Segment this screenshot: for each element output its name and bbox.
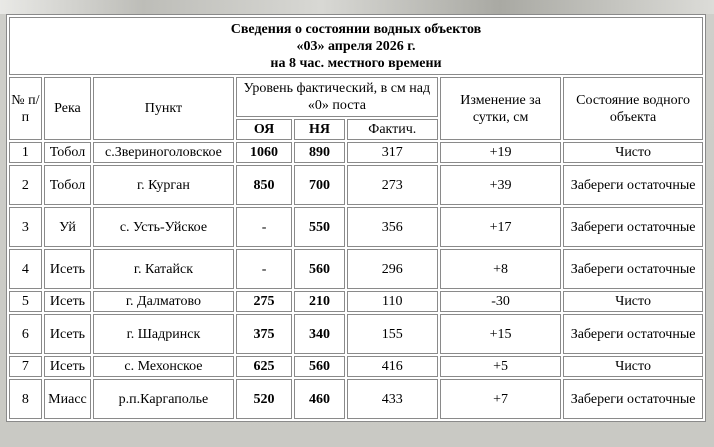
cell-actual: 356 (347, 207, 438, 247)
cell-nya: 210 (294, 291, 344, 312)
cell-state: Забереги остаточные (563, 207, 703, 247)
table-row (9, 142, 703, 163)
cell-point: г. Шадринск (93, 314, 234, 354)
cell-change: +5 (440, 356, 561, 377)
cell-oya: 625 (236, 356, 292, 377)
cell-state: Чисто (563, 356, 703, 377)
cell-point: г. Курган (93, 165, 234, 205)
cell-oya: 1060 (236, 142, 292, 163)
header-oya: ОЯ (236, 119, 292, 140)
cell-nya: 560 (294, 356, 344, 377)
title-line-3: на 8 час. местного времени (270, 55, 442, 71)
cell-actual: 296 (347, 249, 438, 289)
cell-change: +39 (440, 165, 561, 205)
cell-num: 5 (9, 291, 42, 312)
table-row (9, 314, 703, 354)
cell-point: с.Звериноголовское (93, 142, 234, 163)
cell-river: Уй (44, 207, 91, 247)
table-row (9, 207, 703, 247)
cell-state: Чисто (563, 291, 703, 312)
header-level: Уровень фактический, в см над «0» поста (236, 77, 438, 117)
table-row (9, 165, 703, 205)
cell-change: +7 (440, 379, 561, 419)
cell-river: Миасс (44, 379, 91, 419)
cell-num: 7 (9, 356, 42, 377)
header-river: Река (44, 77, 91, 140)
cell-actual: 416 (347, 356, 438, 377)
header-state: Состояние водного объекта (563, 77, 703, 140)
cell-nya: 460 (294, 379, 344, 419)
cell-num: 6 (9, 314, 42, 354)
cell-nya: 890 (294, 142, 344, 163)
table-row (9, 291, 703, 312)
cell-nya: 700 (294, 165, 344, 205)
cell-river: Исеть (44, 291, 91, 312)
cell-num: 8 (9, 379, 42, 419)
cell-state: Забереги остаточные (563, 249, 703, 289)
cell-actual: 110 (347, 291, 438, 312)
header-change: Изменение за сутки, см (440, 77, 561, 140)
cell-river: Тобол (44, 165, 91, 205)
cell-oya: 275 (236, 291, 292, 312)
cell-oya: 850 (236, 165, 292, 205)
table-row (9, 379, 703, 419)
cell-num: 4 (9, 249, 42, 289)
header-nya: НЯ (294, 119, 344, 140)
cell-river: Тобол (44, 142, 91, 163)
title-line-2: «03» апреля 2026 г. (296, 38, 416, 54)
table-row (9, 356, 703, 377)
cell-actual: 433 (347, 379, 438, 419)
cell-state: Забереги остаточные (563, 379, 703, 419)
cell-change: +17 (440, 207, 561, 247)
header-num: № п/п (9, 77, 42, 140)
cell-river: Исеть (44, 249, 91, 289)
cell-river: Исеть (44, 314, 91, 354)
cell-num: 1 (9, 142, 42, 163)
cell-change: +8 (440, 249, 561, 289)
table-row (9, 249, 703, 289)
cell-point: с. Мехонское (93, 356, 234, 377)
cell-point: с. Усть-Уйское (93, 207, 234, 247)
water-bodies-table (6, 14, 706, 422)
cell-nya: 560 (294, 249, 344, 289)
table-title (9, 17, 703, 75)
cell-actual: 317 (347, 142, 438, 163)
cell-state: Чисто (563, 142, 703, 163)
title-line-1: Сведения о состоянии водных объектов (230, 21, 482, 37)
header-point: Пункт (93, 77, 234, 140)
cell-state: Забереги остаточные (563, 314, 703, 354)
cell-point: г. Катайск (93, 249, 234, 289)
cell-actual: 155 (347, 314, 438, 354)
cell-change: -30 (440, 291, 561, 312)
cell-point: р.п.Каргаполье (93, 379, 234, 419)
cell-change: +19 (440, 142, 561, 163)
cell-change: +15 (440, 314, 561, 354)
cell-oya: - (236, 249, 292, 289)
cell-river: Исеть (44, 356, 91, 377)
cell-nya: 340 (294, 314, 344, 354)
cell-num: 3 (9, 207, 42, 247)
cell-state: Забереги остаточные (563, 165, 703, 205)
cell-actual: 273 (347, 165, 438, 205)
cell-oya: 520 (236, 379, 292, 419)
background-strip (0, 0, 714, 14)
cell-oya: 375 (236, 314, 292, 354)
cell-nya: 550 (294, 207, 344, 247)
cell-oya: - (236, 207, 292, 247)
cell-num: 2 (9, 165, 42, 205)
header-actual: Фактич. (347, 119, 438, 140)
cell-point: г. Далматово (93, 291, 234, 312)
